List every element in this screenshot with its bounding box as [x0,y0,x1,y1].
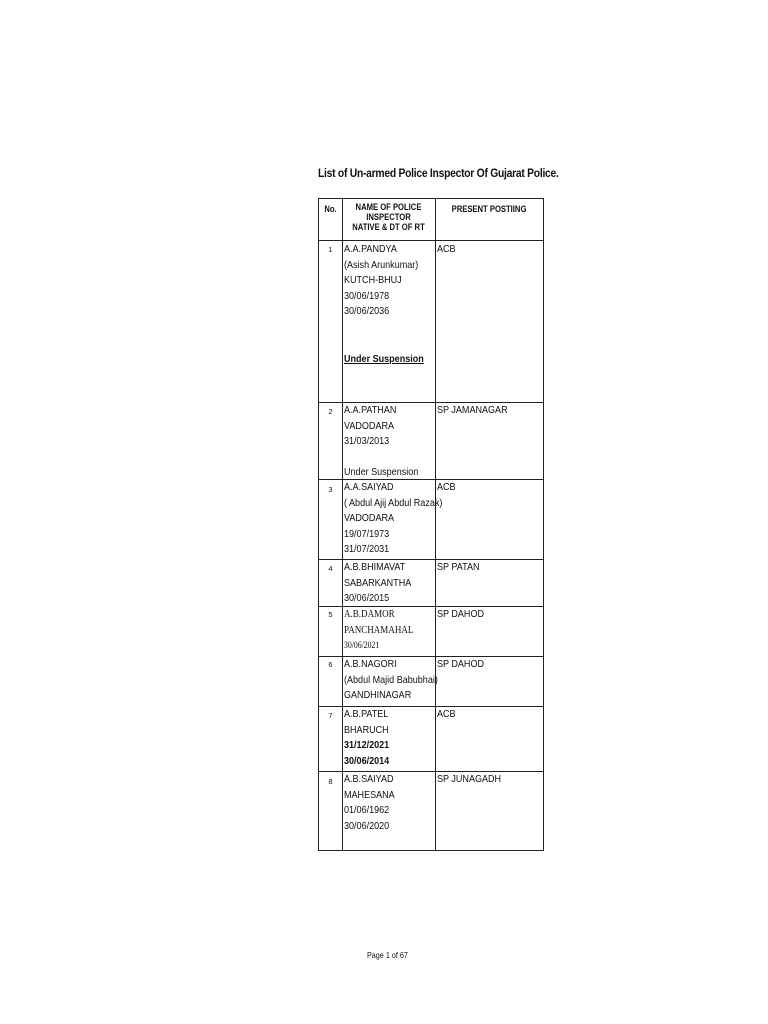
column-divider [342,199,343,850]
present-posting: SP JUNAGADH [437,773,502,785]
row-number: 7 [328,711,333,720]
status-note: Under Suspension [344,352,424,365]
inspector-details: A.B.SAIYAD MAHESANA 01/06/1962 30/06/2020 [344,773,395,832]
inspector-details: A.B.PATEL BHARUCH 31/12/2021 30/06/2014 [344,708,390,767]
present-posting: ACB [437,708,456,720]
row-number: 3 [328,485,333,494]
inspector-details: A.B.BHIMAVAT SABARKANTHA 30/06/2015 [344,561,412,605]
present-posting: ACB [437,481,456,493]
present-posting: SP DAHOD [437,608,485,620]
header-no: No. [324,204,337,214]
present-posting: ACB [437,243,456,255]
row-divider [319,240,543,241]
header-name: NAME OF POLICE INSPECTOR NATIVE & DT OF RT [352,202,425,232]
page-number: Page 1 of 67 [367,951,408,960]
row-number: 1 [328,245,333,254]
present-posting: SP JAMANAGAR [437,404,508,416]
row-number: 4 [328,564,333,573]
inspector-details: A.B.NAGORI (Abdul Majid Babubhai) GANDHINAGAR [344,658,438,702]
header-posting: PRESENT POSTIING [451,204,527,214]
row-number: 8 [328,777,333,786]
row-number: 2 [328,407,333,416]
inspector-table [318,198,544,851]
row-number: 5 [328,610,333,619]
present-posting: SP DAHOD [437,658,485,670]
present-posting: SP PATAN [437,561,480,573]
inspector-details: A.A.PATHAN VADODARA 31/03/2013 Under Suspension [344,403,418,480]
status-note: Under Suspension [344,465,419,478]
page-title: List of Un-armed Police Inspector Of Gujarat Police. [318,166,559,180]
row-number: 6 [328,660,333,669]
inspector-details: A.A.PANDYA (Asish Arunkumar) KUTCH-BHUJ 30/06/1978 30/06/2036 Under Suspension [344,242,424,368]
inspector-details: A.A.SAIYAD ( Abdul Ajij Abdul Razak) VADODARA 19/07/1973 31/07/2031 [344,481,443,556]
inspector-details: A.B.DAMOR PANCHAMAHAL 30/06/2021 [344,609,414,651]
